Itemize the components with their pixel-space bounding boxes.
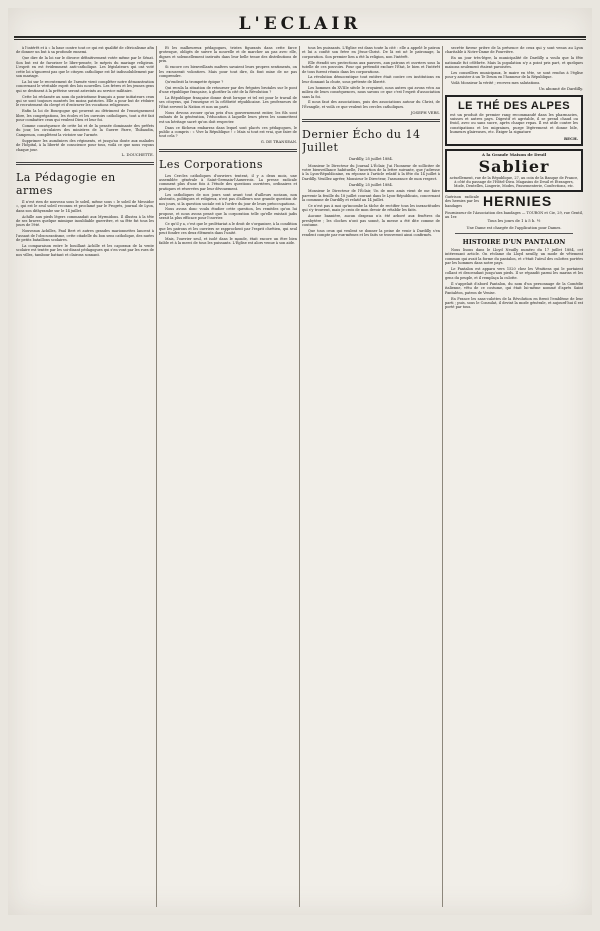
ad-hours: Tous les jours de 1 à 5 h. ½ bbox=[487, 218, 541, 224]
paragraph: Les Cercles catholiques d'ouvriers tentent, il y a deux mois, une assemblée générale à Saint-Germain-l'Auxerrois. La presse radicale comment plus d'une fois à l'étude des questions ouvrières, ordinaires et pratiques et réservées par leur dévouement. bbox=[159, 173, 297, 191]
column-2 bbox=[159, 46, 297, 909]
paragraph: La République française donne droit lorsque et tel est pour le travail de ses citoyens, qui l'enseigne et la célébrité républicaine. Les professeurs de l'État servent la Nation et non un parti. bbox=[159, 96, 297, 109]
ad-left-text: Guérison radicale des hernies par les bandages bbox=[445, 195, 479, 208]
masthead-rule bbox=[14, 36, 586, 38]
article-divider bbox=[302, 119, 440, 122]
column-separator bbox=[442, 46, 443, 907]
paragraph: Nous devons avouer qu'au prix d'un gouvernement entier, les fils sont enfants de la génération, l'éducation à laquelle leurs pères les soumettent est un héritage sacré qu'on doit respecter. bbox=[159, 110, 297, 124]
section-title: La Pédagogie en armes bbox=[16, 170, 116, 197]
paragraph: Le Pantalon est apparu vers 1520 chez les Vénitiens qui le portaient collant et descendant jusqu'aux pieds. Il se répandit parmi les marins et les gens du peuple, et il remplaça la culotte. bbox=[445, 267, 583, 280]
paragraph: Ce qu'il y a, c'est que le prolétariat a le droit de s'organiser, à la condition que les patrons et les ouvriers se rapprochent par l'esprit chrétien, qui seul peut fondre ces deux éléments dans l'unité. bbox=[159, 222, 297, 235]
section-title: Les Corporations bbox=[159, 157, 264, 171]
article-signature: L. DOUCHETTE. bbox=[121, 152, 154, 158]
paragraph: Que tous ceux qui veulent se donner la peine de venir à Dardilly s'en rendent compte par eux-mêmes et les faits se trouveront ainsi confirmés. bbox=[302, 228, 440, 238]
column-4 bbox=[445, 46, 583, 909]
paragraph: Les catholiques de nos jours sont avant tout d'ailleurs sociaux, non abstraits, politiques et religieux, n'est pas d'ailleurs une grande question de nos jours, si la question sociale est à l'ordre du jour de leurs préoccupations. bbox=[159, 192, 297, 206]
paragraph: Et les malheureux pédagogues, tristes figurants dans cette farce grotesque, obligés de suivre la nouvelle et de marcher au pas avec elle, dignes et solennellement instruits dans leur belle tenue des distributions de prix. bbox=[159, 46, 297, 64]
paragraph: Il nous faut des associations, puis des associations autour du Christ, de l'Évangile, et voilà ce que veulent les cercles catholiques. bbox=[302, 100, 440, 109]
paragraph: La comparaison entre le bouillant Achille et les caporaux de la vente scolaire est tentée par les soi-disant pédagogues qui s'en vont par les rues de nos villes, tambour battant et clairons sonnant. bbox=[16, 244, 154, 257]
paragraph: En un jour très-léger, la municipalité de Dardilly a voulu que la fête nationale fut célébrée. Mais la population n'y a point pris part, et quelques maisons seulement étaient pavoisées. bbox=[445, 56, 583, 70]
paragraph: Les conseillers municipaux, le maire en tête, se sont rendus à l'église pour y assister à un Te Deum en l'honneur de la République. bbox=[445, 71, 583, 80]
masthead bbox=[8, 12, 592, 40]
paragraph: Mais, l'ouvrier seul, et isolé dans le monde, était encore un être bien faible et à la merci de tous les puissants. L'Église est alors venue à son aide. bbox=[159, 236, 297, 246]
article-signature: G. DE TRANSEAN. bbox=[260, 139, 297, 145]
advertisement-the-des-alpes bbox=[445, 95, 583, 146]
paragraph: Comme conséquence de cette loi et de la pensée dominante des préfets du jour, les circulaires des ministres de la Guerre Farre, Thibaudin, Campenon, complètent la victoire sur l'armée. bbox=[16, 124, 154, 137]
dateline: Dardilly, 25 juillet 1884. bbox=[349, 182, 393, 187]
masthead-rule-thin bbox=[14, 39, 586, 40]
newspaper-page bbox=[8, 8, 592, 915]
ad-signature: RECH. bbox=[564, 135, 578, 141]
article-divider bbox=[159, 149, 297, 152]
paragraph: Elle étendit ses protections aux pauvres, aux patrons et ouvriers sous la tutelle de ces pouvoirs. Pour qui prétendit exclure l'État, le bien et l'intérêt de tous furent réunis dans les corporations. bbox=[302, 60, 440, 74]
newspaper-title: L'ECLAIR bbox=[238, 14, 362, 34]
paragraph: tous les puissants. L'Église est dans toute la cité : elle a appelé le patron et lui a confié son frère en Jésus-Christ. De là est né le patronage, la corporation. Son premier lien a été la religion, non l'intérêt. bbox=[302, 46, 440, 59]
column-separator bbox=[156, 46, 157, 907]
ad-headline: LE THÉ DES ALPES bbox=[457, 99, 571, 112]
paragraph: Que dire de la loi sur le divorce définitivement votée même par le Sénat. Son but est de favoriser le libre-pensée, le mépris du mariage religieux. L'esprit en est évidemment anti-catholique. Les législateurs qui ont voté cette loi n'ignorent pas que le citoyen catholique est lié indissolublement par son mariage. bbox=[16, 56, 154, 78]
paragraph: Aucune bannière, aucun drapeau n'a été arboré aux fenêtres du presbytère ; les cloches n'ont pas sonné, la messe a été dite comme de coutume. bbox=[302, 214, 440, 227]
paragraph: Nous avons donc voulu étudier cette question, les remèdes qu'on lui propose, et nous avons pensé que la corporation telle qu'elle existait jadis serait la plus efficace pour l'ouvrier. bbox=[159, 207, 297, 221]
paragraph: secrète faveur prière de la présence de ceux qui y sont venus au Lyon charitable à Notre-Dame de Fourvière. bbox=[445, 46, 583, 55]
section-title: Dernier Écho du 14 Juillet bbox=[302, 128, 421, 155]
paragraph: Enfin la loi de Bourgogne qui peuvent au détriment de l'enseignement libre, les congrégations, les écoles et les ouvroirs catholiques, tout a été fait pour combattre ceux qui veulent Dieu et leur foi. bbox=[16, 109, 154, 123]
ad-tagline: A la Grande Maison de Deuil bbox=[481, 152, 547, 158]
paragraph: à l'intérêt et à « la base contre tout ce qui est qualifié de cléricalisme afin de donner un but à sa profonde ennemi. bbox=[16, 46, 154, 55]
column-3 bbox=[302, 46, 440, 909]
advertisement-sablier bbox=[445, 149, 583, 192]
article-divider bbox=[16, 162, 154, 165]
paragraph: Monsieur le Directeur du Journal L'Éclair, J'ai l'honneur de solliciter de votre bienveillance habituelle, l'insertion de la lettre suivante, que j'adresse à la Lyon-Républicaine, en réponse à l'article relatif à la fête du 14 juillet à Dardilly. Veuillez agréer, Monsieur le Directeur, l'assurance de mon respect. bbox=[302, 163, 440, 181]
ad-brand-name: HERNIES bbox=[483, 193, 553, 210]
paragraph: Ce n'est pas à moi qu'incombe la tâche de rectifier tous les inexactitudes qui s'y trouvent, mais je crois de mon devoir de rétablir les faits. bbox=[302, 203, 440, 213]
column-1 bbox=[16, 46, 154, 909]
paragraph: Il s'appelait d'abord Pantalon, du nom d'un personnage de la Comédie italienne, vêtu de ce costume, qui était lui-même nommé d'après Saint Pantaléon, patron de Venise. bbox=[445, 281, 583, 295]
dateline: Dardilly, 25 juillet 1884. bbox=[349, 157, 393, 162]
story-title: HISTOIRE D'UN PANTALON bbox=[462, 237, 566, 246]
ad-note: Une Dame est chargée de l'application pour Dames. bbox=[466, 225, 562, 230]
paragraph: Voilà Monsieur la vérité ; recevez mes salutations. bbox=[451, 81, 541, 86]
ad-body: est un produit de premier rang recommandé dans les pharmacies, suisses et autres pays. Digestif et agréable, il se prend chaud ou froid, avec ou sans sucre, après chaque repas. Il est utile contre les constipations et les migraines, purge légèrement et donne bile, humeurs glaireuses, etc. Exiger la signature bbox=[450, 112, 578, 135]
paragraph: Achille aux pieds légers commandait aux Myrmidons. Il illustra à la tête de ses braves quelque mimique inoubliable guerrière, et sa fête fut tous les jours de l'été. bbox=[16, 214, 154, 228]
article-divider bbox=[455, 233, 573, 234]
paragraph: La loi sur le recrutement de l'armée vient compléter notre démonstration concernant le véritable esprit des lois nouvelles. Les frères et les jeunes gens qui se destinent à la prêtrise seront astreints au service militaire. bbox=[16, 79, 154, 93]
paragraph: Nous lisons dans le Lloyd Neuilly numéro du 17 juillet 1884, cet intéressant article. On réclame du Lloyd neuilly, un mode de vêtement commun qui avait la forme du pantalon, et c'était l'aïeul des culottes portées par les hommes dans notre pays. bbox=[445, 247, 583, 266]
paragraph: La révolution démocratique tout entière était contre ces institutions en leur donnant la chute, sous prétexte de liberté. bbox=[302, 75, 440, 84]
paragraph: Il n'est rien de nouveau sous le soleil, même sous « le soleil de Messidor », qui est le seul soleil reconnu et proclamé par le Progrès, journal de Lyon, dans son dithyrambe sur le 14 juillet. bbox=[16, 199, 154, 213]
ad-right-text: Fournisseur de l'Association des bandages — TOURON et Cie, 29, rue Gentil, au 1er. bbox=[445, 210, 583, 219]
paragraph: Supprimer les aumôniers des régiments, et jusqu'au doute aux malades de l'hôpital, à la liberté de conscience pour tous, voilà ce que nous voyons chaque jour. bbox=[16, 138, 154, 152]
paragraph: Monsieur le Directeur de l'Éclair, Un de mes amis vient de me faire parvenir la feuille du 18 juillet courant dans le Lyon-Républicain, concernant la commune de Dardilly et relatif au 14 juillet. bbox=[302, 189, 440, 202]
paragraph: Cette loi réclamée au nom du patriotisme français a pour initiateurs ceux qui se sont toujours montrés les moins patriotes. Elle a pour but de réduire le recrutement du clergé et d'entraver les vocations religieuses. bbox=[16, 94, 154, 108]
paragraph: Nouveaux Achilles, Paul Bert et autres grandes marionnettes lancent à l'assaut de l'obscurantisme, cette citadelle du bon sens catholique, des nuées de petits bataillons scolaires. bbox=[16, 229, 154, 243]
paragraph: Qui recula la situation de retourner par des frégates brutales sur le pont d'une république française, à glorifier la cité de la Révolution ? bbox=[159, 85, 297, 95]
ad-brand-name: Sablier bbox=[478, 156, 550, 176]
paragraph: Les hommes du XVIIIe siècle le croyaient, nous autres qui avons vécu au milieu de leurs conséquences, nous savons ce que c'est l'esprit d'association sans la foi. bbox=[302, 85, 440, 99]
ad-body: actuellement, rue de la République, 27, au coin de la Banque de France, à côté du passage de l'Hôtel-Dieu. Magasins de Deuil et Étrangers, Mode, Dentelles, Lingerie, Modes, Passementerie, Confections, etc. bbox=[449, 175, 579, 188]
paragraph: Dans ce fâcheux embarras dans lequel sont placés ces pédagogues, le public a compris : « Vive la République ! » Mais si tout est vrai, que faire de tout cela ? bbox=[159, 125, 297, 139]
advertisement-hernies bbox=[445, 195, 583, 208]
paragraph: Qu'endroit la trompette épique ? bbox=[165, 79, 224, 84]
paragraph: Si encore ces bienveillants maîtres savaient leurs propres sentiments, on les excuserait volontiers. Mais pour tout dire, ils font mine de ne pas comprendre. bbox=[159, 65, 297, 78]
column-separator bbox=[299, 46, 300, 907]
article-signature: JOSEPH VERS. bbox=[410, 109, 440, 115]
paragraph: En France les sans-culottes de la Révolution en firent l'emblème de leur parti ; puis, sous le Consulat, il devint la mode générale, et aujourd'hui il est porté par tous. bbox=[445, 296, 583, 310]
article-signature: Un abonné de Dardilly. bbox=[538, 86, 583, 92]
